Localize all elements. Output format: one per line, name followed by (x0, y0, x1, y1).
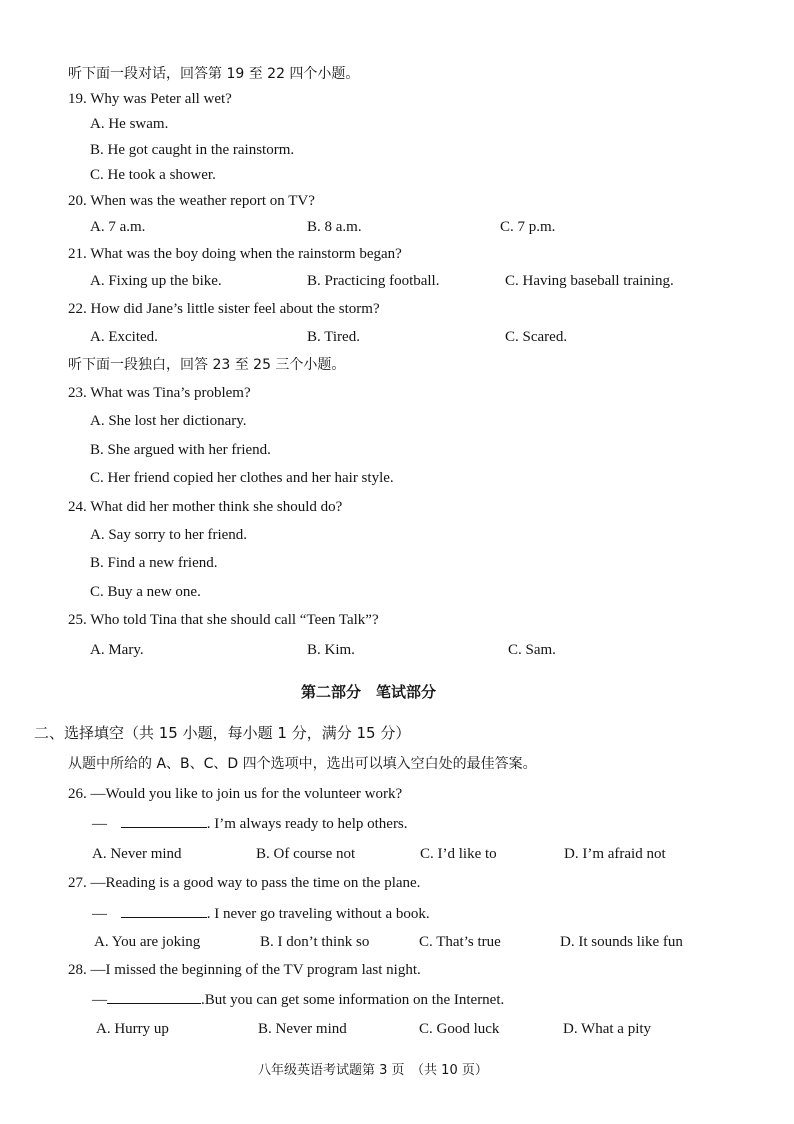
question-25-option-a: A. Mary. (90, 642, 144, 658)
question-22-stem: 22. How did Jane’s little sister feel about the storm? (68, 301, 380, 317)
question-24-stem: 24. What did her mother think she should do? (68, 499, 343, 515)
question-24-option-b: B. Find a new friend. (90, 555, 218, 571)
question-26-option-a: A. Never mind (92, 846, 182, 862)
listening-intro-23-25: 听下面一段独白，回答 23 至 25 三个小题。 (68, 357, 346, 373)
listening-intro-19-22: 听下面一段对话，回答第 19 至 22 四个小题。 (68, 66, 360, 82)
question-27-option-a: A. You are joking (94, 934, 201, 950)
question-25-stem: 25. Who told Tina that she should call “Teen Talk”? (68, 612, 379, 628)
question-19-option-a: A. He swam. (90, 116, 169, 132)
question-20-stem: 20. When was the weather report on TV? (68, 193, 315, 209)
question-24-option-c: C. Buy a new one. (90, 584, 201, 600)
question-27-option-b: B. I don’t think so (260, 934, 370, 950)
question-28-dash: — (92, 992, 107, 1008)
question-20-option-a: A. 7 a.m. (90, 219, 146, 235)
question-27-stem: 27. —Reading is a good way to pass the time on the plane. (68, 875, 421, 891)
question-25-option-b: B. Kim. (307, 642, 355, 658)
question-26-answer-blank[interactable] (121, 813, 207, 828)
page-footer: 八年级英语考试题第 3 页 （共 10 页） (258, 1063, 488, 1078)
question-25-option-c: C. Sam. (508, 642, 556, 658)
question-28-reply: .But you can get some information on the Internet. (201, 992, 505, 1008)
question-27-answer-blank[interactable] (121, 903, 207, 918)
question-27-option-d: D. It sounds like fun (560, 934, 683, 950)
question-28-option-c: C. Good luck (419, 1021, 500, 1037)
question-26-reply-line (92, 813, 408, 834)
question-21-option-b: B. Practicing football. (307, 273, 440, 289)
question-23-stem: 23. What was Tina’s problem? (68, 385, 251, 401)
question-28-reply-line (92, 989, 504, 1010)
question-28-option-d: D. What a pity (563, 1021, 652, 1037)
section-heading: 二、选择填空（共 15 小题，每小题 1 分，满分 15 分） (34, 724, 411, 742)
section-instruction: 从题中所给的 A、B、C、D 四个选项中，选出可以填入空白处的最佳答案。 (68, 756, 537, 772)
question-20-option-b: B. 8 a.m. (307, 219, 362, 235)
question-22-option-a: A. Excited. (90, 329, 158, 345)
question-21-option-a: A. Fixing up the bike. (90, 273, 222, 289)
question-26-option-b: B. Of course not (256, 846, 356, 862)
question-24-option-a: A. Say sorry to her friend. (90, 527, 248, 543)
question-19-option-c: C. He took a shower. (90, 167, 216, 183)
question-20-option-c: C. 7 p.m. (500, 219, 556, 235)
question-26-option-c: C. I’d like to (420, 846, 497, 862)
question-27-option-c: C. That’s true (419, 934, 501, 950)
question-28-option-a: A. Hurry up (96, 1021, 169, 1037)
question-21-stem: 21. What was the boy doing when the rainstorm began? (68, 246, 402, 262)
question-22-option-b: B. Tired. (307, 329, 360, 345)
question-23-option-c: C. Her friend copied her clothes and her hair style. (90, 470, 394, 486)
question-28-answer-blank[interactable] (107, 989, 201, 1004)
question-28-stem: 28. —I missed the beginning of the TV program last night. (68, 962, 421, 978)
question-22-option-c: C. Scared. (505, 329, 568, 345)
question-27-reply: . I never go traveling without a book. (206, 906, 430, 922)
question-26-dash: — (92, 816, 107, 832)
question-26-reply: . I’m always ready to help others. (206, 816, 408, 832)
question-26-stem: 26. —Would you like to join us for the volunteer work? (68, 786, 403, 802)
question-21-option-c: C. Having baseball training. (505, 273, 674, 289)
question-23-option-b: B. She argued with her friend. (90, 442, 271, 458)
question-26-option-d: D. I’m afraid not (564, 846, 666, 862)
question-19-stem: 19. Why was Peter all wet? (68, 91, 232, 107)
part-two-title: 第二部分 笔试部分 (301, 683, 437, 701)
question-23-option-a: A. She lost her dictionary. (90, 413, 247, 429)
question-27-reply-line (92, 903, 430, 924)
question-27-dash: — (92, 906, 107, 922)
question-28-option-b: B. Never mind (258, 1021, 347, 1037)
question-19-option-b: B. He got caught in the rainstorm. (90, 142, 295, 158)
